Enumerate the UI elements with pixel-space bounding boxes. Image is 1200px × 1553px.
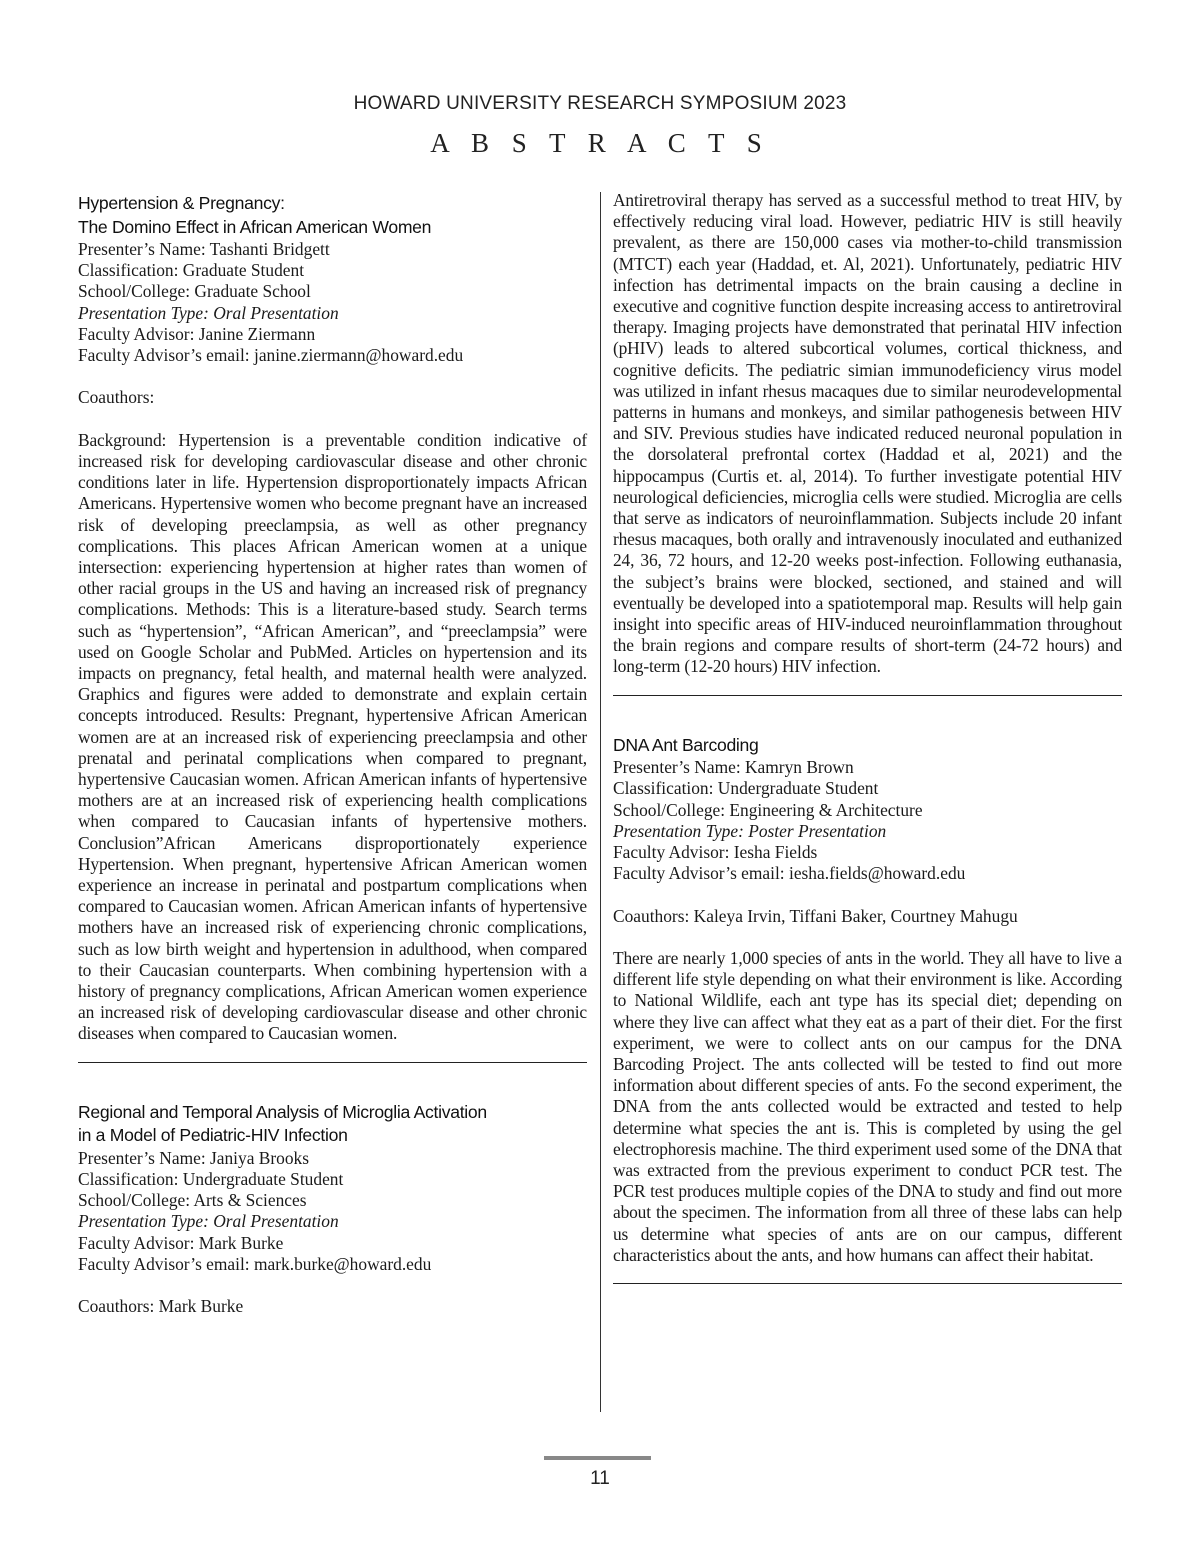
presenter-name: Presenter’s Name: Kamryn Brown <box>613 757 854 778</box>
abstract-body: Background: Hypertension is a preventable condition indicative of increased risk for developing cardiovascular disease and other chronic conditions later in life. Hypertension disproportionately impacts African Americans. Hypertensive women who become pregnant have an increased risk of developing preeclampsia, as well as other pregnancy complications. This places African American women at a unique intersection: experiencing hypertension at higher rates than women of other racial groups in the US and having an increased risk of pregnancy complications. Methods: This is a literature-based study. Search terms such as “hypertension”, “African American”, and “preeclampsia” were used on Google Scholar and PubMed. Articles on hypertension and its impacts on pregnancy, fetal health, and maternal health were analyzed. Graphics and figures were added to demonstrate and explain certain concepts introduced. Results: Pregnant, hypertensive African American women are at an increased risk of experiencing preeclampsia and other prenatal and perinatal complications when compared to pregnant, hypertensive Caucasian women. African American infants of hypertensive mothers are at an increased risk of experiencing health complications when compared to Caucasian infants of hypertensive mothers. Conclusion”African Americans disproportionately experience Hypertension. When pregnant, hypertensive African American women experience an increase in perinatal and postpartum complications when compared to Caucasian women. African American infants of hypertensive mothers have an increased risk of experiencing chronic complications, such as low birth weight and hypertension in adulthood, when compared to their Caucasian counterparts. When combining hypertension with a history of pregnancy complications, African American women experience an increased risk of developing cardiovascular disease and other chronic diseases when compared to Caucasian women. <box>78 429 587 1044</box>
classification: Classification: Undergraduate Student <box>78 1168 344 1189</box>
presentation-type: Presentation Type: Oral Presentation <box>78 302 339 323</box>
abstract-title-line2: The Domino Effect in African American Women <box>78 216 432 237</box>
school-college: School/College: Arts & Sciences <box>78 1190 307 1211</box>
presentation-type: Presentation Type: Poster Presentation <box>613 820 887 841</box>
presenter-name: Presenter’s Name: Tashanti Bridgett <box>78 239 330 259</box>
school-college: School/College: Engineering & Architecture <box>613 799 923 820</box>
section-title: A B S T R A C T S <box>430 128 770 158</box>
classification: Classification: Graduate Student <box>78 260 305 281</box>
faculty-advisor: Faculty Advisor: Iesha Fields <box>613 841 818 862</box>
coauthors: Coauthors: <box>78 387 155 408</box>
symposium-heading: HOWARD UNIVERSITY RESEARCH SYMPOSIUM 2023 <box>353 93 847 114</box>
faculty-advisor-email: Faculty Advisor’s email: iesha.fields@howard.edu <box>613 863 966 884</box>
classification: Classification: Undergraduate Student <box>613 778 879 799</box>
page-number: 11 <box>590 1468 610 1489</box>
footer-bar <box>544 1456 651 1460</box>
presentation-type: Presentation Type: Oral Presentation <box>78 1211 339 1232</box>
abstract-title-line2: in a Model of Pediatric-HIV Infection <box>78 1125 348 1146</box>
abstract-body: Antiretroviral therapy has served as a successful method to treat HIV, by effectively reducing viral load. However, pediatric HIV is still heavily prevalent, as there are 150,000 cases via mother-to-child transmission (MTCT) each year (Haddad, et. Al, 2021). Unfortunately, pediatric HIV infection has detrimental impacts on the brain causing a decline in executive and cognitive function despite increasing access to antiretroviral therapy. Imaging projects have demonstrated that perinatal HIV infection (pHIV) leads to altered subcortical volumes, cortical thickness, and cognitive deficits. The pediatric simian immunodeficiency virus model was utilized in infant rhesus macaques due to similar neurodevelopmental patterns in humans and monkeys, and similar pathogenesis between HIV and SIV. Previous studies have indicated reduced neuronal population in the dorsolateral prefrontal cortex (Haddad et al, 2021) and the hippocampus (Curtis et. al, 2014). To further investigate potential HIV neurological deficiencies, microglia cells were studied. Microglia are cells that serve as indicators of neuroinflammation. Subjects include 20 infant rhesus macaques, both orally and intravenously inoculated and euthanized 24, 36, 72 hours, and 12-20 weeks post-infection. Following euthanasia, the subject’s brains were blocked, sectioned, and stained and will eventually be developed into a spatiotemporal map. Results will help gain insight into specific areas of HIV-induced neuroinflammation throughout the brain regions and compare results of short-term (24-72 hours) and long-term (12-20 hours) HIV infection. <box>613 190 1122 677</box>
faculty-advisor-email: Faculty Advisor’s email: mark.burke@howard.edu <box>78 1253 432 1274</box>
coauthors: Coauthors: Mark Burke <box>78 1296 244 1317</box>
coauthors: Coauthors: Kaleya Irvin, Tiffani Baker, Courtney Mahugu <box>613 905 1018 926</box>
section-divider <box>78 1062 587 1063</box>
presenter-name: Presenter’s Name: Janiya Brooks <box>78 1147 310 1168</box>
abstract-title: DNA Ant Barcoding <box>613 734 759 755</box>
left-column <box>78 192 587 1317</box>
faculty-advisor: Faculty Advisor: Mark Burke <box>78 1232 284 1253</box>
abstract-body: There are nearly 1,000 species of ants in the world. They all have to live a different life style depending on what their environment is like. According to National Wildlife, each ant type has its special diet; depending on where they live can affect what they eat as a part of their diet. For the first experiment, we were to collect ants on our campus for the DNA Barcoding Project. The ants collected will be tested to find out more information about different species of ants. Fo the second experiment, the DNA from the ants collected would be extracted and tested to help determine what species the ant is. This is completed by using the gel electrophoresis machine. The third experiment used some of the DNA that was extracted from the previous experiment to conduct PCR test. The PCR test produces multiple copies of the DNA to study and find out more about the specimen. The information from all three of these labs can help us determine what species of ants are on our campus, different characteristics about the ants, and how humans can affect their habitat. <box>613 947 1122 1265</box>
right-column <box>613 190 1122 1322</box>
faculty-advisor: Faculty Advisor: Janine Ziermann <box>78 323 316 344</box>
column-divider <box>600 192 601 1412</box>
faculty-advisor-email: Faculty Advisor’s email: janine.ziermann@howard.edu <box>78 345 464 366</box>
school-college: School/College: Graduate School <box>78 281 311 302</box>
abstract-title-line1: Regional and Temporal Analysis of Microglia Activation <box>78 1101 487 1122</box>
section-divider <box>613 1283 1122 1284</box>
abstract-title-line1: Hypertension & Pregnancy: <box>78 193 285 213</box>
section-divider <box>613 695 1122 696</box>
